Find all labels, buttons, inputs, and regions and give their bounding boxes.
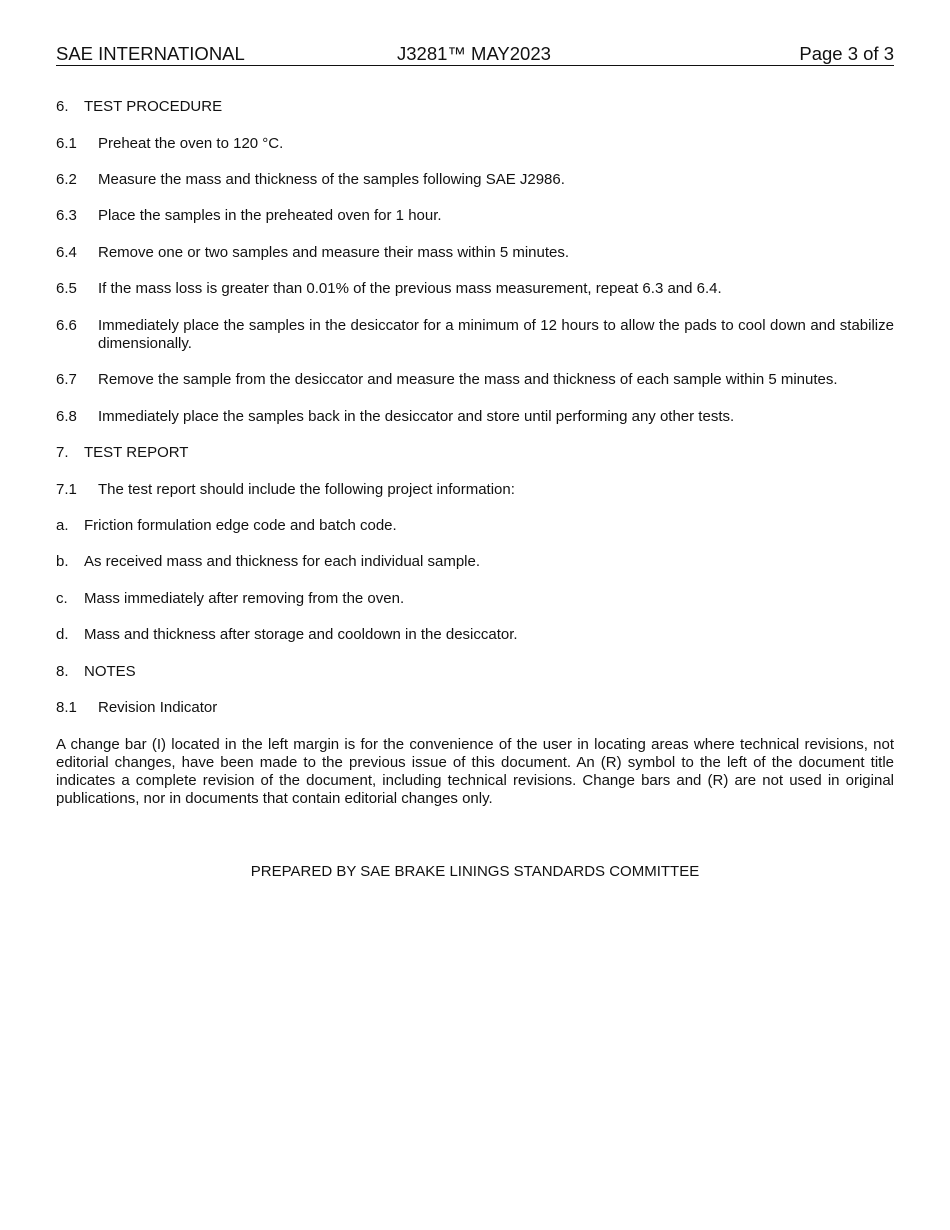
step-number: 6.1	[56, 135, 77, 152]
step-number: 6.8	[56, 408, 77, 425]
step-text: Remove the sample from the desiccator and measure the mass and thickness of each sample within 5 minutes.	[98, 371, 838, 388]
step-text: If the mass loss is greater than 0.01% of the previous mass measurement, repeat 6.3 and 6.4.	[98, 280, 722, 297]
step-number: 6.2	[56, 171, 77, 188]
step-text: Immediately place the samples back in the desiccator and store until performing any other tests.	[98, 408, 735, 425]
step-number: 6.6	[56, 317, 77, 334]
step-text: Measure the mass and thickness of the samples following SAE J2986.	[98, 171, 565, 188]
subsection-number: 8.1	[56, 699, 77, 716]
page-header	[56, 43, 894, 66]
step-number: 6.5	[56, 280, 77, 297]
section-number: 7.	[56, 444, 69, 461]
list-text: Mass immediately after removing from the oven.	[84, 590, 405, 607]
step-text: Immediately place the samples in the desiccator for a minimum of 12 hours to allow the pads to cool down and stabilize dimensionally.	[98, 317, 894, 352]
header-doc-id: J3281™ MAY2023	[397, 43, 551, 64]
step-text: Preheat the oven to 120 °C.	[98, 135, 284, 152]
section-title: NOTES	[84, 663, 136, 680]
document-page	[56, 0, 894, 1230]
section-title: TEST REPORT	[84, 444, 189, 461]
step-text: Place the samples in the preheated oven for 1 hour.	[98, 207, 442, 224]
step-number: 6.4	[56, 244, 77, 261]
revision-indicator-paragraph: A change bar (I) located in the left margin is for the convenience of the user in locating areas where technical revisions, not editorial changes, have been made to the previous issue of this document. An (R) symbol to the left of the document title indicates a complete revision of the document, including technical revisions. Change bars and (R) are not used in original publications, nor in documents that contain editorial changes only.	[56, 736, 894, 807]
step-number: 6.3	[56, 207, 77, 224]
list-text: Mass and thickness after storage and cooldown in the desiccator.	[84, 626, 518, 643]
step-number: 6.7	[56, 371, 77, 388]
header-page-number: Page 3 of 3	[799, 43, 894, 64]
section-title: TEST PROCEDURE	[84, 98, 223, 115]
list-text: As received mass and thickness for each individual sample.	[84, 553, 481, 570]
subsection-text: The test report should include the following project information:	[98, 481, 515, 498]
list-marker: d.	[56, 626, 69, 643]
prepared-by: PREPARED BY SAE BRAKE LININGS STANDARDS COMMITTEE	[250, 863, 700, 880]
list-marker: b.	[56, 553, 69, 570]
subsection-text: Revision Indicator	[98, 699, 218, 716]
list-text: Friction formulation edge code and batch code.	[84, 517, 397, 534]
subsection-number: 7.1	[56, 481, 77, 498]
list-marker: a.	[56, 517, 69, 534]
list-marker: c.	[56, 590, 68, 607]
section-number: 6.	[56, 98, 69, 115]
step-text: Remove one or two samples and measure their mass within 5 minutes.	[98, 244, 570, 261]
section-number: 8.	[56, 663, 69, 680]
header-org: SAE INTERNATIONAL	[56, 43, 245, 64]
